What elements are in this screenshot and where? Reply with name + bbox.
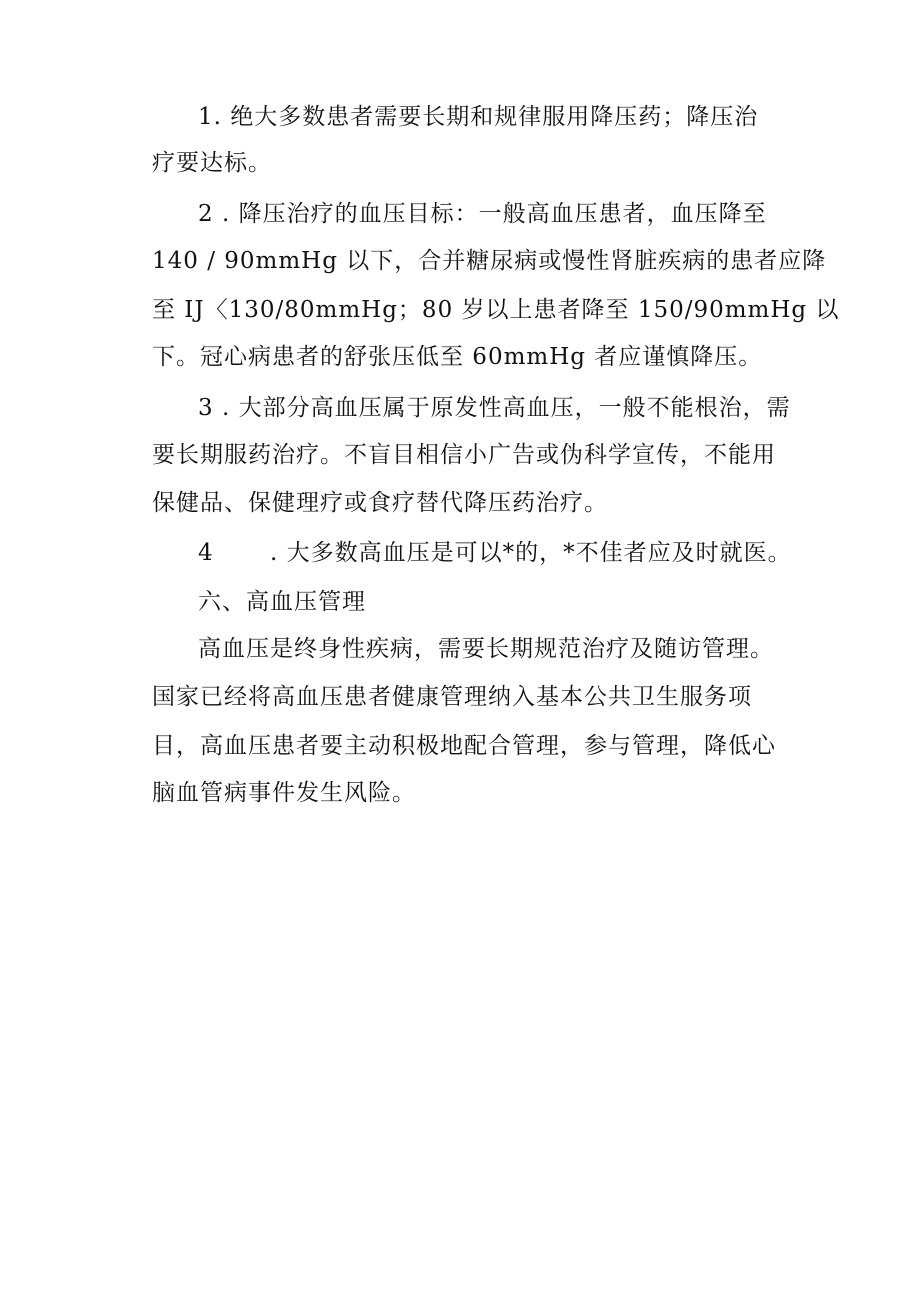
text-line: 国家已经将高血压患者健康管理纳入基本公共卫生服务项 <box>152 684 752 710</box>
text-line: 高血压是终身性疾病，需要长期规范治疗及随访管理。 <box>198 636 774 662</box>
text-line: 保健品、保健理疗或食疗替代降压药治疗。 <box>152 490 608 516</box>
text-line: 脑血管病事件发生风险。 <box>152 780 416 806</box>
text-line: 3 . 大部分高血压属于原发性高血压，一般不能根治，需 <box>198 395 791 421</box>
text-line: 4 . 大多数高血压是可以*的，*不佳者应及时就医。 <box>198 540 792 566</box>
text-line: 1. 绝大多数患者需要长期和规律服用降压药；降压治 <box>198 104 759 130</box>
text-line: 疗要达标。 <box>152 150 272 176</box>
text-line: 目，高血压患者要主动积极地配合管理，参与管理，降低心 <box>152 733 776 759</box>
section-heading: 六、高血压管理 <box>198 589 366 615</box>
text-line: 要长期服药治疗。不盲目相信小广告或伪科学宣传，不能用 <box>152 442 776 468</box>
text-line: 至 IJ〈130/80mmHg；80 岁以上患者降至 150/90mmHg 以 <box>152 297 840 323</box>
text-line: 2 . 降压治疗的血压目标：一般高血压患者，血压降至 <box>198 201 767 227</box>
text-line: 140 / 90mmHg 以下，合并糖尿病或慢性肾脏疾病的患者应降 <box>152 248 827 274</box>
text-line: 下。冠心病患者的舒张压低至 60mmHg 者应谨慎降压。 <box>152 344 763 370</box>
